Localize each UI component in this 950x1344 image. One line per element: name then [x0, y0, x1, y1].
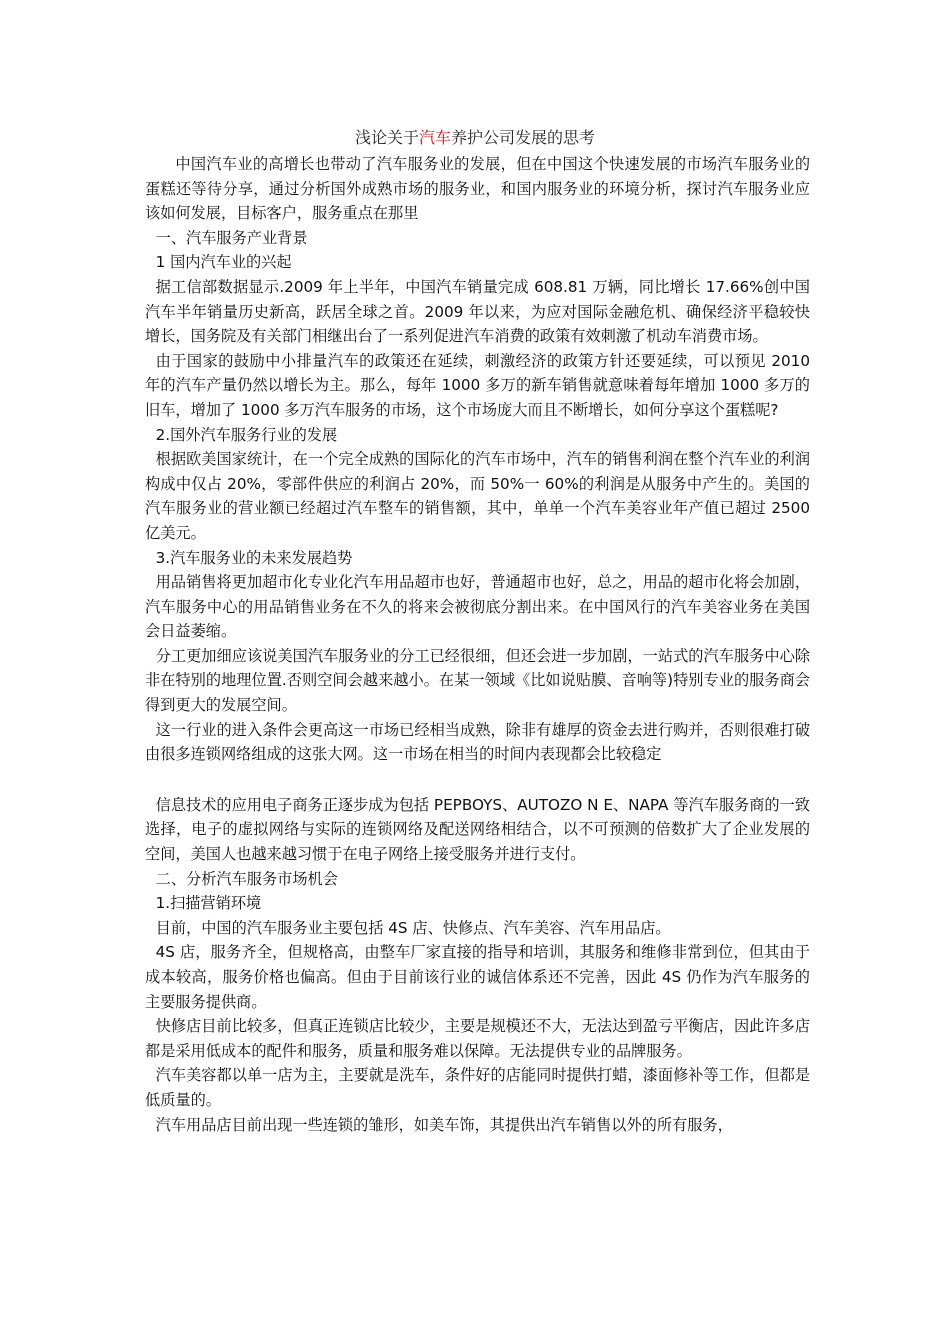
paragraph: 汽车用品店目前出现一些连锁的雏形，如美车饰，其提供出汽车销售以外的所有服务， [155, 1115, 733, 1134]
section-heading-1: 一、汽车服务产业背景 [155, 228, 308, 247]
document-title [0, 126, 950, 150]
intro-paragraph: 中国汽车业的高增长也带动了汽车服务业的发展，但在中国这个快速发展的市场汽车服务业的蛋糕还等待分享，通过分析国外成熟市场的服务业，和国内服务业的环境分析，探讨汽车服务业应该如何发展，目标客户，服务重点在那里 [145, 155, 810, 223]
subsection-heading-1-3: 3.汽车服务业的未来发展趋势 [155, 548, 353, 567]
paragraph: 分工更加细应该说美国汽车服务业的分工已经很细，但还会进一步加剧，一站式的汽车服务中心除非在特别的地理位置.否则空间会越来越小。在某一领域《比如说贴膜、音响等)特别专业的服务商会得到更大的发展空间。 [145, 646, 810, 715]
subsection-heading-1-1: 1 国内汽车业的兴起 [155, 253, 292, 272]
paragraph: 据工信部数据显示.2009 年上半年，中国汽车销量完成 608.81 万辆，同比增长 17.66%创中国汽车半年销量历史新高，跃居全球之首。2009 年以来，为应对国际金融危机、确保经济平稳较快增长，国务院及有关部门相继出台了一系列促进汽车消费的政策有效刺激了机动车消费市场。 [145, 277, 810, 346]
paragraph: 这一行业的进入条件会更高这一市场已经相当成熟，除非有雄厚的资金去进行购并，否则很难打破由很多连锁网络组成的这张大网。这一市场在相当的时间内表现都会比较稳定 [145, 720, 810, 764]
paragraph: 信息技术的应用电子商务正逐步成为包括 PEPBOYS、AUTOZO N E、NAPA 等汽车服务商的一致选择，电子的虚拟网络与实际的连锁网络及配送网络相结合，以不可预测的倍数扩大了企业发展的空间，美国人也越来越习惯于在电子网络上接受服务并进行支付。 [145, 795, 810, 864]
subsection-heading-2-1: 1.扫描营销环境 [155, 894, 262, 913]
paragraph: 4S 店，服务齐全，但规格高，由整车厂家直接的指导和培训，其服务和维修非常到位，但其由于成本较高，服务价格也偏高。但由于目前该行业的诚信体系还不完善，因此 4S 仍作为汽车服务的主要服务提供商。 [145, 943, 810, 1011]
paragraph: 快修店目前比较多，但真正连锁店比较少，主要是规模还不大，无法达到盈亏平衡店，因此许多店都是采用低成本的配件和服务，质量和服务难以保障。无法提供专业的品牌服务。 [145, 1017, 810, 1060]
paragraph: 汽车美容都以单一店为主，主要就是洗车，条件好的店能同时提供打蜡，漆面修补等工作，但都是低质量的。 [145, 1066, 810, 1109]
paragraph: 由于国家的鼓励中小排量汽车的政策还在延续，刺激经济的政策方针还要延续，可以预见 2010 年的汽车产量仍然以增长为主。那么，每年 1000 多万的新车销售就意味着每年增加 1000 多万的旧车，增加了 1000 多万汽车服务的市场，这个市场庞大而且不断增长，如何分享这个蛋糕呢? [145, 351, 810, 419]
paragraph: 目前，中国的汽车服务业主要包括 4S 店、快修点、汽车美容、汽车用品店。 [155, 918, 671, 937]
blank-line [145, 767, 810, 793]
title-highlight: 汽车 [418, 128, 451, 147]
title-suffix: 养护公司发展的思考 [451, 128, 596, 147]
section-heading-2: 二、分析汽车服务市场机会 [155, 869, 338, 888]
title-prefix: 浅论关于 [354, 128, 419, 147]
paragraph: 用品销售将更加超市化专业化汽车用品超市也好，普通超市也好，总之，用品的超市化将会加剧，汽车服务中心的用品销售业务在不久的将来会被彻底分割出来。在中国风行的汽车美容业务在美国会日益萎缩。 [145, 573, 810, 641]
subsection-heading-1-2: 2.国外汽车服务行业的发展 [155, 425, 338, 444]
document-body [145, 152, 810, 1137]
paragraph: 根据欧美国家统计，在一个完全成熟的国际化的汽车市场中，汽车的销售利润在整个汽车业的利润构成中仅占 20%，零部件供应的利润占 20%，而 50%一 60%的利润是从服务中产生的。美国的汽车服务业的营业额已经超过汽车整车的销售额，其中，单单一个汽车美容业年产值已超过 2500 亿美元。 [145, 450, 810, 542]
